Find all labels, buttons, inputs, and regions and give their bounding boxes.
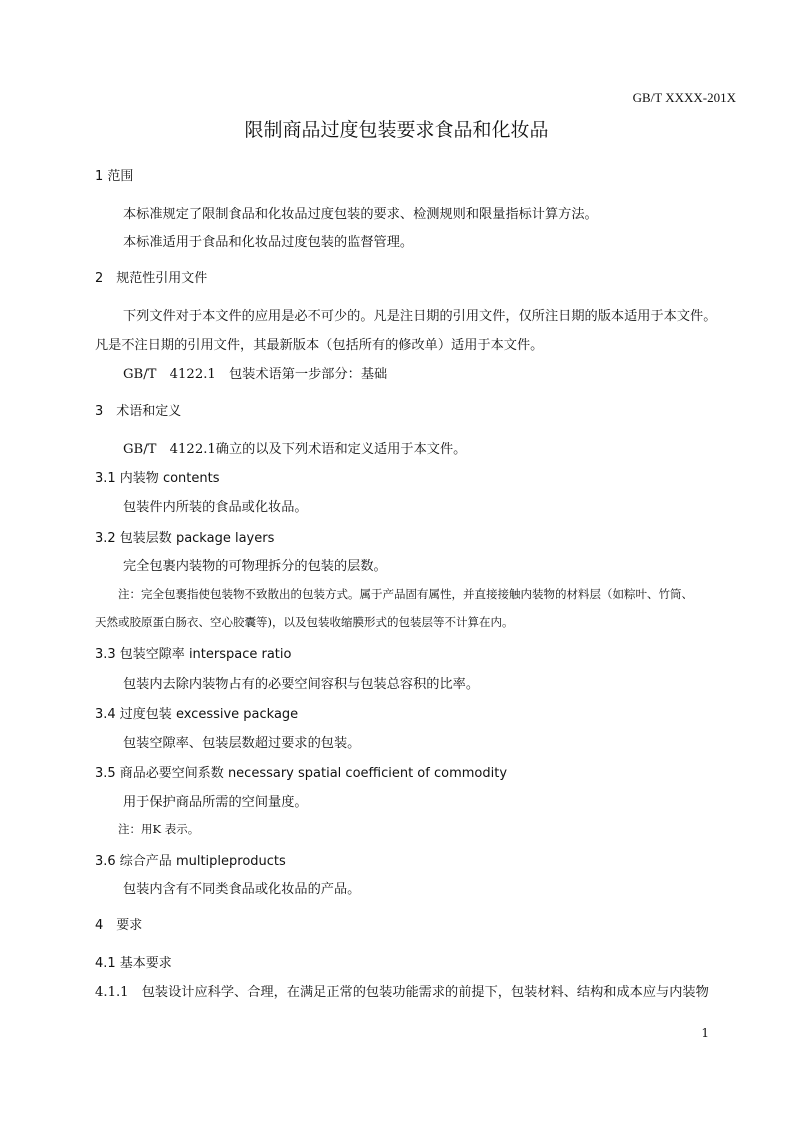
normative-reference: GB/T 4122.1 包装术语第一步部分：基础 <box>123 367 388 382</box>
term-3-5-definition: 用于保护商品所需的空间量度。 <box>123 795 308 810</box>
section-2-heading: 2 规范性引用文件 <box>95 271 208 286</box>
term-3-1-heading: 3.1 内装物 contents <box>95 471 220 486</box>
term-3-2-note-line-1: 注：完全包裹指使包装物不致散出的包装方式。属于产品固有属性，并直接接触内装物的材料层（如粽叶、竹筒、 <box>118 587 693 601</box>
term-3-2-note-line-2: 天然或胶原蛋白肠衣、空心胶囊等)，以及包装收缩膜形式的包装层等不计算在内。 <box>95 615 514 629</box>
section-1-heading: 1 范围 <box>95 169 134 184</box>
section-4-heading: 4 要求 <box>95 918 143 933</box>
term-3-4-heading: 3.4 过度包装 excessive package <box>95 707 299 722</box>
term-3-3-heading: 3.3 包装空隙率 interspace ratio <box>95 647 292 662</box>
term-3-2-definition: 完全包裹内装物的可物理拆分的包装的层数。 <box>123 559 387 574</box>
term-3-5-heading: 3.5 商品必要空间系数 necessary spatial coefficient of commodity <box>95 766 508 781</box>
term-3-6-definition: 包装内含有不同类食品或化妆品的产品。 <box>123 882 361 897</box>
section-2-paragraph-line-1: 下列文件对于本文件的应用是必不可少的。凡是注日期的引用文件，仅所注日期的版本适用于本文件。 <box>123 309 717 324</box>
subsection-4-1-heading: 4.1 基本要求 <box>95 956 172 971</box>
term-3-2-heading: 3.2 包装层数 package layers <box>95 531 275 546</box>
clause-4-1-1: 4.1.1 包装设计应科学、合理，在满足正常的包装功能需求的前提下，包装材料、结构和成本应与内装物 <box>95 985 709 1000</box>
section-3-intro: GB/T 4122.1确立的以及下列术语和定义适用于本文件。 <box>123 442 467 457</box>
term-3-6-heading: 3.6 综合产品 multipleproducts <box>95 854 286 869</box>
term-3-4-definition: 包装空隙率、包装层数超过要求的包装。 <box>123 736 361 751</box>
term-3-1-definition: 包装件内所装的食品或化妆品。 <box>123 500 308 515</box>
term-3-5-note: 注：用K 表示。 <box>118 822 200 836</box>
standard-number: GB/T XXXX-201X <box>632 90 736 105</box>
section-3-heading: 3 术语和定义 <box>95 404 182 419</box>
document-title: 限制商品过度包装要求食品和化妆品 <box>244 119 549 141</box>
section-2-paragraph-line-2: 凡是不注日期的引用文件，其最新版本（包括所有的修改单）适用于本文件。 <box>95 338 544 353</box>
page-number: 1 <box>701 1026 709 1040</box>
section-1-paragraph-2: 本标准适用于食品和化妆品过度包装的监督管理。 <box>123 235 414 250</box>
section-1-paragraph-1: 本标准规定了限制食品和化妆品过度包装的要求、检测规则和限量指标计算方法。 <box>123 207 598 222</box>
term-3-3-definition: 包装内去除内装物占有的必要空间容积与包装总容积的比率。 <box>123 677 480 692</box>
